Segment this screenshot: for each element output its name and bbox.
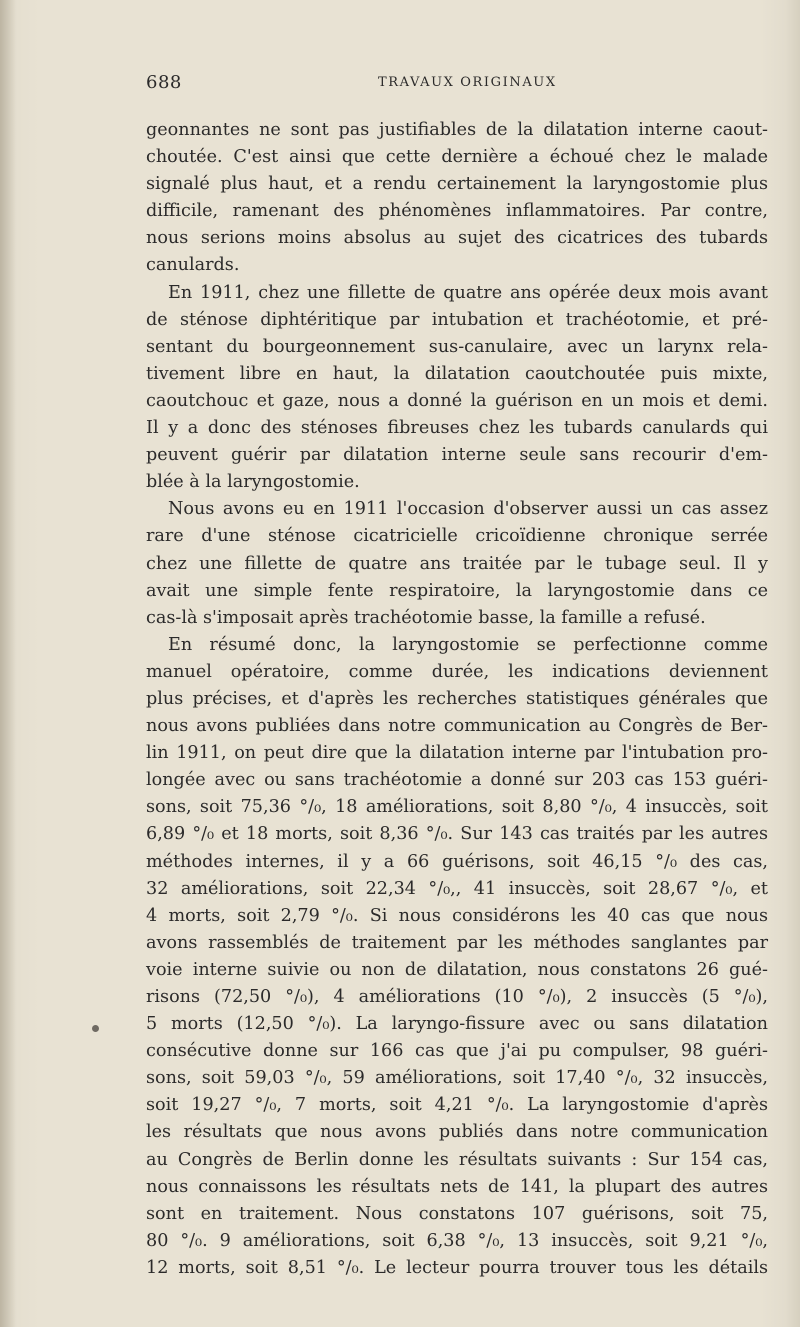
text-line: plus précises, et d'après les recherches statistiques générales que	[146, 688, 768, 709]
text-line: tivement libre en haut, la dilatation caoutchoutée puis mixte,	[146, 363, 768, 384]
text-line: caoutchouc et gaze, nous a donné la guérison en un mois et demi.	[146, 390, 768, 411]
text-line: Il y a donc des sténoses fibreuses chez les tubards canulards qui	[146, 418, 768, 439]
text-line: cas-là s'imposait après trachéotomie basse, la famille a refusé.	[146, 607, 706, 628]
text-line: chez une fillette de quatre ans traitée par le tubage seul. Il y	[146, 553, 768, 574]
body-text	[146, 117, 768, 1282]
text-line: sons, soit 75,36 °/₀, 18 améliorations, soit 8,80 °/₀, 4 insuccès, soit	[146, 797, 768, 818]
text-line: avons rassemblés de traitement par les méthodes sanglantes par	[146, 932, 768, 953]
text-line: risons (72,50 °/₀), 4 améliorations (10 °/₀), 2 insuccès (5 °/₀),	[146, 987, 768, 1007]
text-line: nous serions moins absolus au sujet des cicatrices des tubards	[146, 228, 768, 249]
text-line: 6,89 °/₀ et 18 morts, soit 8,36 °/₀. Sur 143 cas traités par les autres	[146, 824, 768, 845]
text-line: choutée. C'est ainsi que cette dernière a échoué chez le malade	[146, 147, 768, 168]
text-line: les résultats que nous avons publiés dans notre communication	[146, 1122, 768, 1143]
text-line: En 1911, chez une fillette de quatre ans opérée deux mois avant	[168, 282, 768, 303]
text-line: peuvent guérir par dilatation interne seule sans recourir d'em-	[146, 445, 768, 466]
text-line: sons, soit 59,03 °/₀, 59 améliorations, soit 17,40 °/₀, 32 insuccès,	[146, 1068, 768, 1089]
text-line: nous connaissons les résultats nets de 141, la plupart des autres	[146, 1176, 768, 1197]
text-line: voie interne suivie ou non de dilatation, nous constatons 26 gué-	[146, 959, 768, 980]
text-line: 12 morts, soit 8,51 °/₀. Le lecteur pourra trouver tous les détails	[146, 1257, 768, 1278]
text-line: 32 améliorations, soit 22,34 °/₀,, 41 insuccès, soit 28,67 °/₀, et	[146, 878, 768, 899]
text-line: manuel opératoire, comme durée, les indications deviennent	[146, 661, 768, 682]
text-line: rare d'une sténose cicatricielle cricoïdienne chronique serrée	[146, 526, 768, 547]
text-line: soit 19,27 °/₀, 7 morts, soit 4,21 °/₀. La laryngostomie d'après	[146, 1095, 768, 1116]
binding-gutter-shadow	[0, 0, 16, 1327]
text-line: sont en traitement. Nous constatons 107 guérisons, soit 75,	[146, 1203, 768, 1224]
running-title: TRAVAUX ORIGINAUX	[378, 75, 557, 90]
text-line: longée avec ou sans trachéotomie a donné sur 203 cas 153 guéri-	[146, 770, 768, 791]
text-line: de sténose diphtéritique par intubation et trachéotomie, et pré-	[146, 309, 768, 330]
text-line: 4 morts, soit 2,79 °/₀. Si nous considérons les 40 cas que nous	[146, 905, 768, 926]
text-line: En résumé donc, la laryngostomie se perfectionne comme	[168, 634, 768, 655]
text-line: blée à la laryngostomie.	[146, 472, 360, 493]
text-line: au Congrès de Berlin donne les résultats suivants : Sur 154 cas,	[146, 1149, 768, 1170]
margin-mark-dot	[92, 1025, 99, 1032]
text-line: 5 morts (12,50 °/₀). La laryngo-fissure avec ou sans dilatation	[146, 1014, 768, 1035]
text-line: méthodes internes, il y a 66 guérisons, soit 46,15 °/₀ des cas,	[146, 851, 768, 872]
text-line: consécutive donne sur 166 cas que j'ai pu compulser, 98 guéri-	[146, 1041, 768, 1062]
text-line: 80 °/₀. 9 améliorations, soit 6,38 °/₀, 13 insuccès, soit 9,21 °/₀,	[146, 1230, 768, 1251]
text-line: lin 1911, on peut dire que la dilatation interne par l'intubation pro-	[146, 743, 768, 764]
text-line: difficile, ramenant des phénomènes inflammatoires. Par contre,	[146, 201, 768, 222]
page-number: 688	[146, 72, 182, 93]
text-line: avait une simple fente respiratoire, la laryngostomie dans ce	[146, 580, 768, 601]
text-line: canulards.	[146, 255, 240, 276]
text-line: sentant du bourgeonnement sus-canulaire, avec un larynx rela-	[146, 336, 768, 357]
text-line: geonnantes ne sont pas justifiables de la dilatation interne caout-	[146, 120, 768, 140]
page-header	[146, 72, 768, 98]
text-line: Nous avons eu en 1911 l'occasion d'observer aussi un cas assez	[168, 499, 768, 520]
text-line: nous avons publiées dans notre communication au Congrès de Ber-	[146, 716, 768, 737]
text-line: signalé plus haut, et a rendu certainement la laryngostomie plus	[146, 174, 768, 195]
